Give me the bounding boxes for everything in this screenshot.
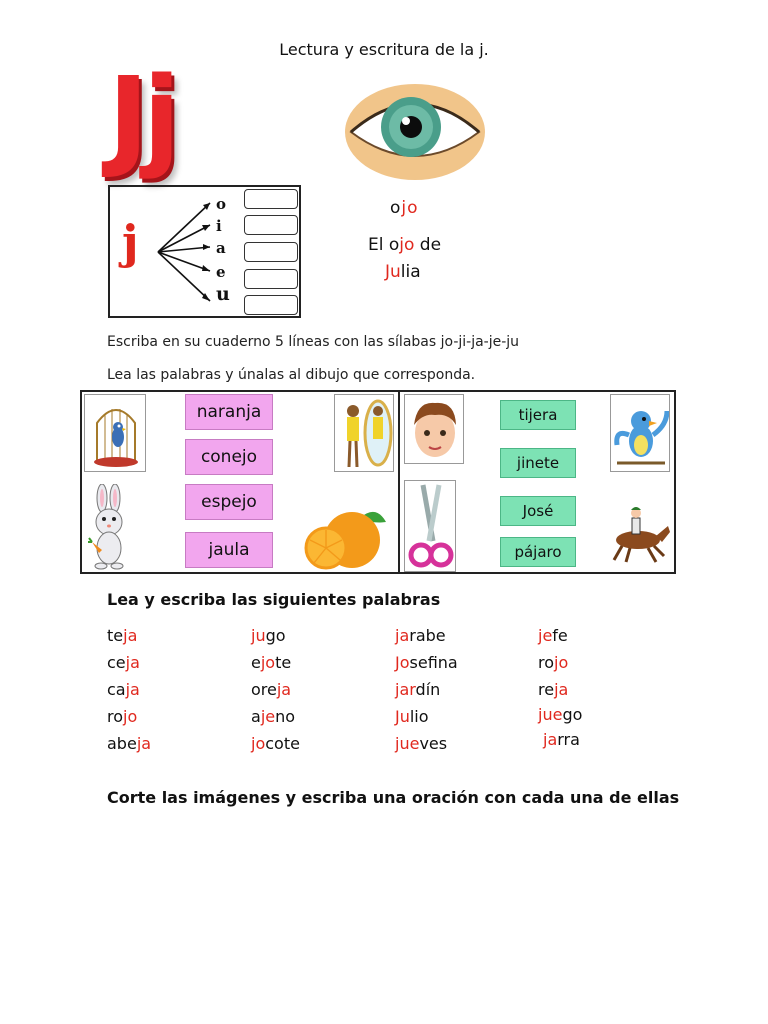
section-heading-cut-images: Corte las imágenes y escriba una oración con cada una de ellas bbox=[107, 788, 680, 807]
boy-face-image[interactable] bbox=[404, 394, 464, 464]
list-item: caja bbox=[107, 680, 140, 699]
vowel-u: u bbox=[216, 283, 230, 305]
list-item: reja bbox=[538, 680, 569, 699]
list-item: rojo bbox=[107, 707, 138, 726]
rabbit-image[interactable] bbox=[84, 484, 132, 570]
list-item: ejote bbox=[251, 653, 292, 672]
list-item: oreja bbox=[251, 680, 292, 699]
list-item: Josefina bbox=[395, 653, 458, 672]
list-item: ajeno bbox=[251, 707, 296, 726]
word-column-4 bbox=[538, 623, 582, 754]
instruction-syllables: Escriba en su cuaderno 5 líneas con las sílabas jo-ji-ja-je-ju bbox=[107, 334, 520, 350]
ojo-word: ojo bbox=[390, 198, 419, 218]
list-item: teja bbox=[107, 626, 138, 645]
answer-slot[interactable] bbox=[244, 189, 298, 209]
divider bbox=[398, 392, 400, 572]
answer-slot[interactable] bbox=[244, 242, 298, 262]
word-card[interactable]: jaula bbox=[185, 532, 273, 568]
list-item: Julio bbox=[395, 707, 429, 726]
word-column-1 bbox=[107, 623, 151, 758]
list-item: jefe bbox=[538, 626, 568, 645]
horse-rider-image[interactable] bbox=[604, 500, 672, 566]
list-item: ceja bbox=[107, 653, 140, 672]
vowel-e: e bbox=[216, 263, 226, 281]
answer-slot[interactable] bbox=[244, 215, 298, 235]
section-heading-read-write: Lea y escriba las siguientes palabras bbox=[107, 590, 441, 609]
syllable-diagram bbox=[108, 185, 301, 318]
birdcage-image[interactable] bbox=[84, 394, 146, 472]
word-card[interactable]: naranja bbox=[185, 394, 273, 430]
word-card[interactable]: pájaro bbox=[500, 537, 576, 567]
list-item: rojo bbox=[538, 653, 569, 672]
word-card[interactable]: tijera bbox=[500, 400, 576, 430]
mirror-image[interactable] bbox=[334, 394, 394, 472]
instruction-match: Lea las palabras y únalas al dibujo que corresponda. bbox=[107, 367, 476, 383]
sentence-line-1: El ojo de bbox=[368, 235, 442, 255]
list-item: jarabe bbox=[395, 626, 446, 645]
vowel-o: o bbox=[216, 195, 227, 213]
list-item: jugo bbox=[251, 626, 286, 645]
sentence-line-2: Julia bbox=[385, 262, 421, 282]
word-column-2 bbox=[251, 623, 300, 758]
answer-slot[interactable] bbox=[244, 295, 298, 315]
orange-image[interactable] bbox=[302, 500, 390, 572]
matching-exercise bbox=[80, 390, 676, 574]
word-card[interactable]: espejo bbox=[185, 484, 273, 520]
scissors-image[interactable] bbox=[404, 480, 456, 572]
bird-image[interactable] bbox=[610, 394, 670, 472]
page-title: Lectura y escritura de la j. bbox=[279, 40, 489, 59]
vowel-i: i bbox=[216, 217, 222, 235]
diagram-letter: j bbox=[122, 215, 139, 269]
word-card[interactable]: conejo bbox=[185, 439, 273, 475]
list-item: juego bbox=[538, 705, 583, 724]
list-item: abeja bbox=[107, 734, 152, 753]
word-card[interactable]: José bbox=[500, 496, 576, 526]
word-column-3 bbox=[395, 623, 458, 758]
list-item: jueves bbox=[395, 734, 448, 753]
list-item: jarra bbox=[543, 730, 580, 749]
vowel-a: a bbox=[216, 239, 226, 257]
big-letters-logo: Jj bbox=[108, 53, 175, 181]
list-item: jocote bbox=[251, 734, 300, 753]
word-card[interactable]: jinete bbox=[500, 448, 576, 478]
list-item: jardín bbox=[395, 680, 441, 699]
eye-icon bbox=[343, 80, 488, 185]
answer-slot[interactable] bbox=[244, 269, 298, 289]
